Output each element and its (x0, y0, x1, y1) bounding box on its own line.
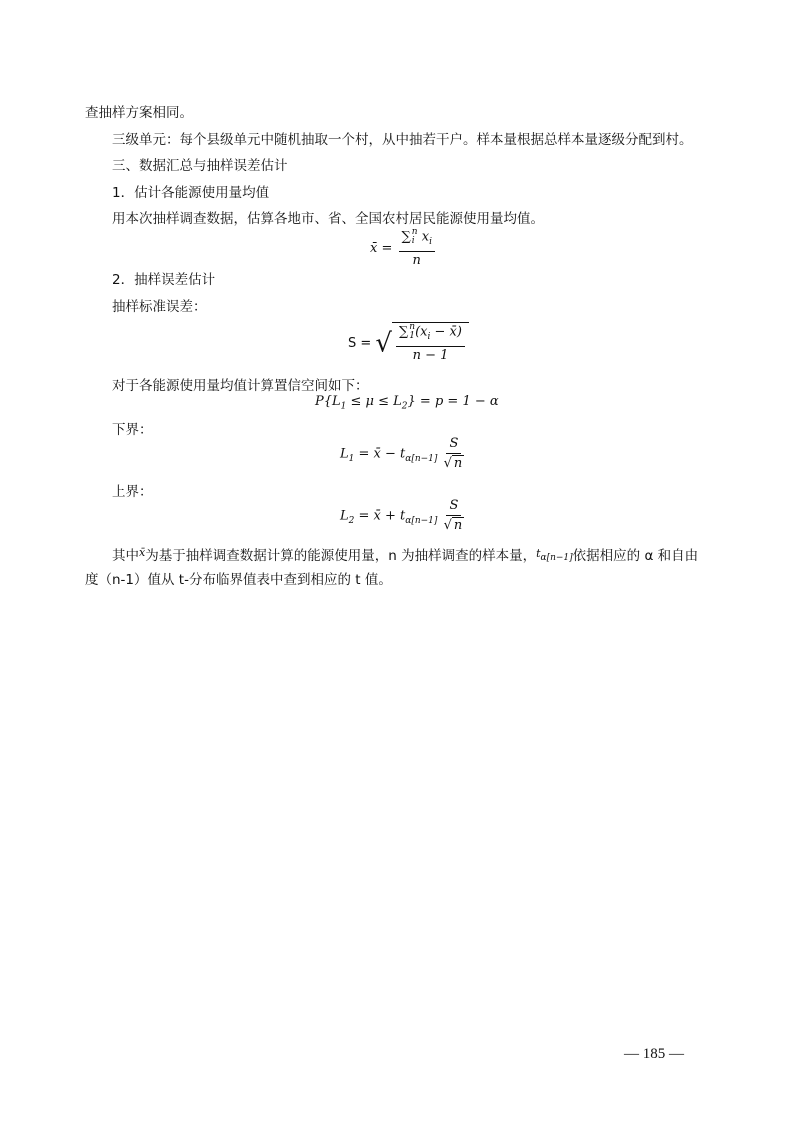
page-number: — 185 — (624, 1046, 684, 1062)
mean-lhs: x̄ = (370, 241, 393, 257)
text-line: 用本次抽样调查数据，估算各地市、省、全国农村居民能源使用量均值。 (112, 211, 544, 227)
mean-fraction: ∑ n i $x_i$ n (399, 228, 435, 269)
se-formula (348, 322, 469, 364)
subsection-heading: 1．估计各能源使用量均值 (112, 185, 270, 201)
sum-sign: ∑ (401, 229, 411, 245)
mean-formula (370, 228, 437, 269)
text-line: 其中$^{x̄}$为基于抽样调查数据计算的能源使用量，n 为抽样调查的样本量，$^{t_{\alpha[n-1]}}$依据相应的 α 和自由 (112, 546, 699, 564)
ci-formula: $P\{L_1 \le \mu \le L_2\} = p = 1 - \alpha$ (315, 394, 499, 412)
text-line: 查抽样方案相同。 (85, 105, 193, 121)
upper-bound-formula: $L_2$ = x̄ + $t_{\alpha[n-1]}$ $\frac{S}{√ n}$ (340, 498, 463, 533)
text-line: 下界： (112, 422, 153, 438)
section-heading: 三、数据汇总与抽样误差估计 (112, 158, 288, 174)
text-line: 上界： (112, 484, 153, 500)
se-lhs: S = (348, 336, 372, 352)
text-line: 度（n-1）值从 t-分布临界值表中查到相应的 t 值。 (85, 572, 392, 588)
sqrt-sign: √ (375, 328, 392, 359)
lower-bound-formula: $L_1$ = x̄ − $t_{\alpha[n-1]}$ $\frac{S}{√ n}$ (340, 436, 463, 471)
text-line: 三级单元：每个县级单元中随机抽取一个村，从中抽若干户。样本量根据总样本量逐级分配到村。 (112, 132, 693, 148)
text-line: 抽样标准误差： (112, 299, 207, 315)
se-fraction: ∑ n 1 ($x_i$ − x̄) n − 1 (396, 323, 465, 364)
subsection-heading: 2．抽样误差估计 (112, 272, 216, 288)
text-line: 对于各能源使用量均值计算置信空间如下： (112, 378, 369, 394)
